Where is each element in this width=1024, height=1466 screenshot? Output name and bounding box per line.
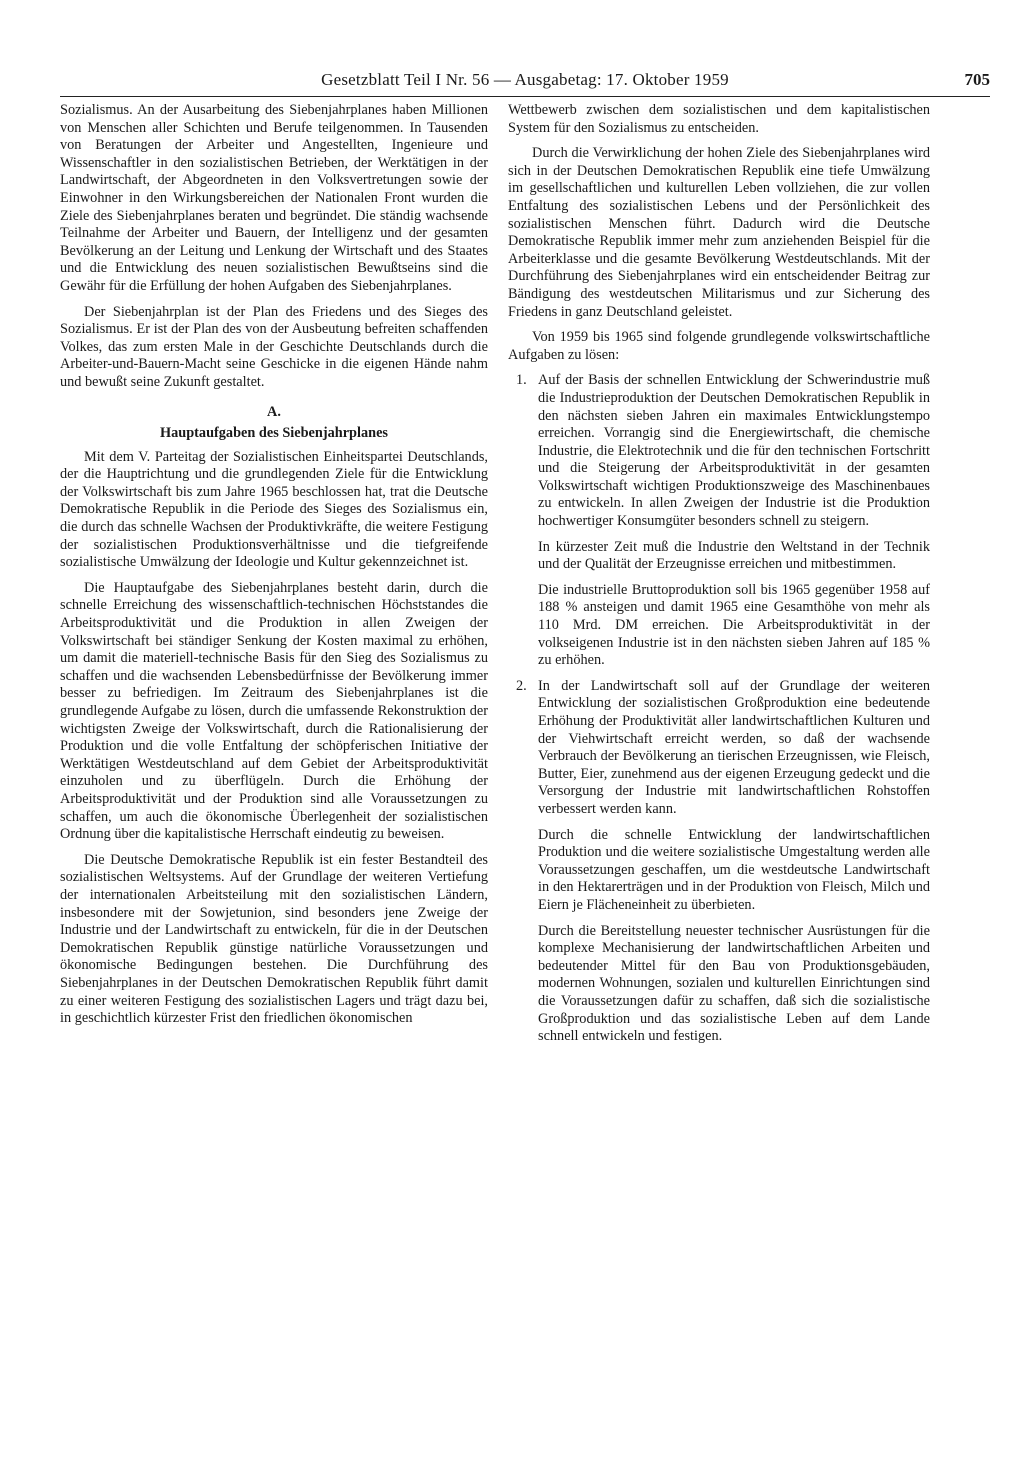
paragraph: Sozialismus. An der Ausarbeitung des Siebenjahrplanes haben Millionen von Menschen aller Schichten und Berufe teilgenommen. In Tausenden von Beratungen der Arbeiter und Angestellten, Ingenieure und Wissenschaftler in den sozialistischen Betrieben, der Werktätigen in der Landwirtschaft, der Abgeordneten in den Volksvertretungen sowie der Einwohner in den Wirkungsbereichen der Nationalen Front wurden die Ziele des Siebenjahrplanes beraten und begründet. Die ständig wachsende Teilnahme der Arbeiter und Bauern, der Intelligenz und der gesamten Bevölkerung an der Leitung und Lenkung der Wirtschaft und des Staates und die Entwicklung des neuen sozialistischen Bewußtseins sind die Gewähr für die Erfüllung der hohen Aufgaben des Siebenjahrplanes. (60, 102, 488, 294)
paragraph: Mit dem V. Parteitag der Sozialistischen Einheitspartei Deutschlands, der die Hauptrichtung und die grundlegenden Ziele für die Entwicklung der Volkswirtschaft bis zum Jahre 1965 beschlossen hat, trat die Deutsche Demokratische Republik in die Periode des Sieges des Sozialismus ein, die durch das schnelle Wachsen der Produktivkräfte, die weitere Festigung der sozialistischen Produktionsverhältnisse und die tiefgreifende sozialistische Umwälzung der Ideologie und Kultur gekennzeichnet ist. (60, 448, 488, 571)
section-heading: Hauptaufgaben des Siebenjahrplanes (159, 425, 388, 442)
list-item-number: 1. (516, 372, 527, 389)
list-item-paragraph: Auf der Basis der schnellen Entwicklung der Schwerindustrie muß die Industrieproduktion der Deutschen Demokratischen Republik in den nächsten sieben Jahren ein maximales Entwicklungstempo erreichen. Vorrangig sind die Energiewirtschaft, die chemische Industrie, die Elektrotechnik und die für den technischen Fortschritt und die Steigerung der Arbeitsproduktivität in der gesamten Volkswirtschaft wichtigen Produktionszweige des Maschinenbaues zu entwickeln. In allen Zweigen der Industrie ist die Produktion hochwertiger Konsumgüter besonders schnell zu steigern. (538, 372, 930, 530)
list-item-number: 2. (516, 677, 527, 694)
list-item-paragraph: Durch die schnelle Entwicklung der landwirtschaftlichen Produktion und die weitere sozialistische Umgestaltung werden alle Voraussetzungen geschaffen, um die westdeutsche Landwirtschaft in den Hektarerträgen und in der Produktion von Fleisch, Milch und Eiern je Flächeneinheit zu überbieten. (538, 826, 930, 913)
paragraph: Wettbewerb zwischen dem sozialistischen und dem kapitalistischen System für den Sozialismus zu entscheiden. (508, 102, 930, 136)
list-item-paragraph: In der Landwirtschaft soll auf der Grundlage der weiteren Entwicklung der sozialistischen Großproduktion eine bedeutende Erhöhung der Produktivität aller landwirtschaftlichen Kulturen und der Viehwirtschaft erreicht werden, so daß der wachsende Verbrauch der Bevölkerung an tierischen Erzeugnissen, wie Fleisch, Butter, Eier, zunehmend aus der eigenen Erzeugung gedeckt und die Versorgung der Industrie mit landwirtschaftlichen Rohstoffen verbessert werden kann. (538, 677, 930, 817)
paragraph: Von 1959 bis 1965 sind folgende grundlegende volkswirtschaftliche Aufgaben zu lösen: (508, 329, 930, 363)
header-title: Gesetzblatt Teil I Nr. 56 — Ausgabetag: 17. Oktober 1959 (321, 70, 729, 89)
list-item (508, 678, 930, 1046)
paragraph: Durch die Verwirklichung der hohen Ziele des Siebenjahrplanes wird sich in der Deutschen Demokratischen Republik eine tiefe Umwälzung im gesellschaftlichen und kulturellen Leben vollziehen, die zur vollen Entfaltung des sozialistischen Lebens und der Persönlichkeit des sozialistischen Menschen führt. Dadurch wird die Deutsche Demokratische Republik immer mehr zum anziehenden Beispiel für die Arbeiterklasse und die gesamte Bevölkerung Westdeutschlands. Mit der Durchführung des Siebenjahrplanes wird ein entscheidender Beitrag zur Bändigung des westdeutschen Militarismus und zur Sicherung des Friedens in ganz Deutschland geleistet. (508, 145, 930, 320)
paragraph: Die Hauptaufgabe des Siebenjahrplanes besteht darin, durch die schnelle Erreichung des wissenschaftlich-technischen Höchststandes die Arbeitsproduktivität und die Produktion in allen Zweigen der Volkswirtschaft bei ständiger Senkung der Kosten maximal zu erhöhen, um damit die materiell-technische Basis für den Sieg des Sozialismus zu schaffen und die wachsenden Lebensbedürfnisse der Bevölkerung immer besser zu befriedigen. Im Zeitraum des Siebenjahrplanes ist die grundlegende Aufgabe zu lösen, durch die umfassende Rekonstruktion der wichtigsten Zweige der Volkswirtschaft, durch die Rationalisierung der Produktion und die volle Entfaltung der schöpferischen Initiative der Werktätigen Westdeutschland auf dem Gebiet der Arbeitsproduktivität einzuholen und zu überflügeln. Durch die Erhöhung der Arbeitsproduktivität und der Produktion sind alle Voraussetzungen zu schaffen, um auch die ökonomische Überlegenheit der sozialistischen Ordnung über die kapitalistische Herrschaft eindeutig zu beweisen. (60, 579, 488, 843)
page-number: 705 (964, 70, 990, 89)
list-item (508, 372, 930, 670)
page-header (60, 66, 990, 97)
section-letter: A. (267, 403, 281, 420)
paragraph: Der Siebenjahrplan ist der Plan des Friedens und des Sieges des Sozialismus. Er ist der Plan des von der Ausbeutung befreiten schaffenden Volkes, das zum ersten Male in der Geschichte Deutschlands durch die Arbeiter-und-Bauern-Macht seine Geschicke in die eigenen Hände nahm und bewußt seine Zukunft gestaltet. (60, 303, 488, 390)
list-item-paragraph: Durch die Bereitstellung neuester technischer Ausrüstungen für die komplexe Mechanisierung der landwirtschaftlichen Arbeiten und bedeutender Mittel für den Bau von Produktionsgebäuden, modernen Wohnungen, sozialen und kulturellen Einrichtungen sind die Voraussetzungen dafür zu schaffen, daß sich die sozialistische Großproduktion und das sozialistische Leben auf dem Lande schnell entwickeln und festigen. (538, 922, 930, 1045)
list-item-paragraph: In kürzester Zeit muß die Industrie den Weltstand in der Technik und der Qualität der Erzeugnisse erreichen und mitbestimmen. (538, 538, 930, 573)
right-column (508, 102, 930, 1054)
list-item-paragraph: Die industrielle Bruttoproduktion soll bis 1965 gegenüber 1958 auf 188 % ansteigen und damit 1965 eine Gesamthöhe von mehr als 110 Mrd. DM erreichen. Die Arbeitsproduktivität in der volkseigenen Industrie ist in den nächsten sieben Jahren auf 185 % zu erhöhen. (538, 581, 930, 669)
left-column (60, 102, 488, 1036)
paragraph: Die Deutsche Demokratische Republik ist ein fester Bestandteil des sozialistischen Weltsystems. Auf der Grundlage der weiteren Vertiefung der internationalen Arbeitsteilung mit den sozialistischen Ländern, insbesondere mit der Sowjetunion, sind besonders jene Zweige der Industrie und der Landwirtschaft zu entwickeln, für die in der Deutschen Demokratischen Republik günstige natürliche Voraussetzungen und ökonomische Bedingungen bestehen. Die Durchführung des Siebenjahrplanes in der Deutschen Demokratischen Republik führt damit zu einer weiteren Festigung des sozialistischen Lagers und trägt dazu bei, in geschichtlich kürzester Frist den friedlichen ökonomischen (60, 851, 488, 1027)
